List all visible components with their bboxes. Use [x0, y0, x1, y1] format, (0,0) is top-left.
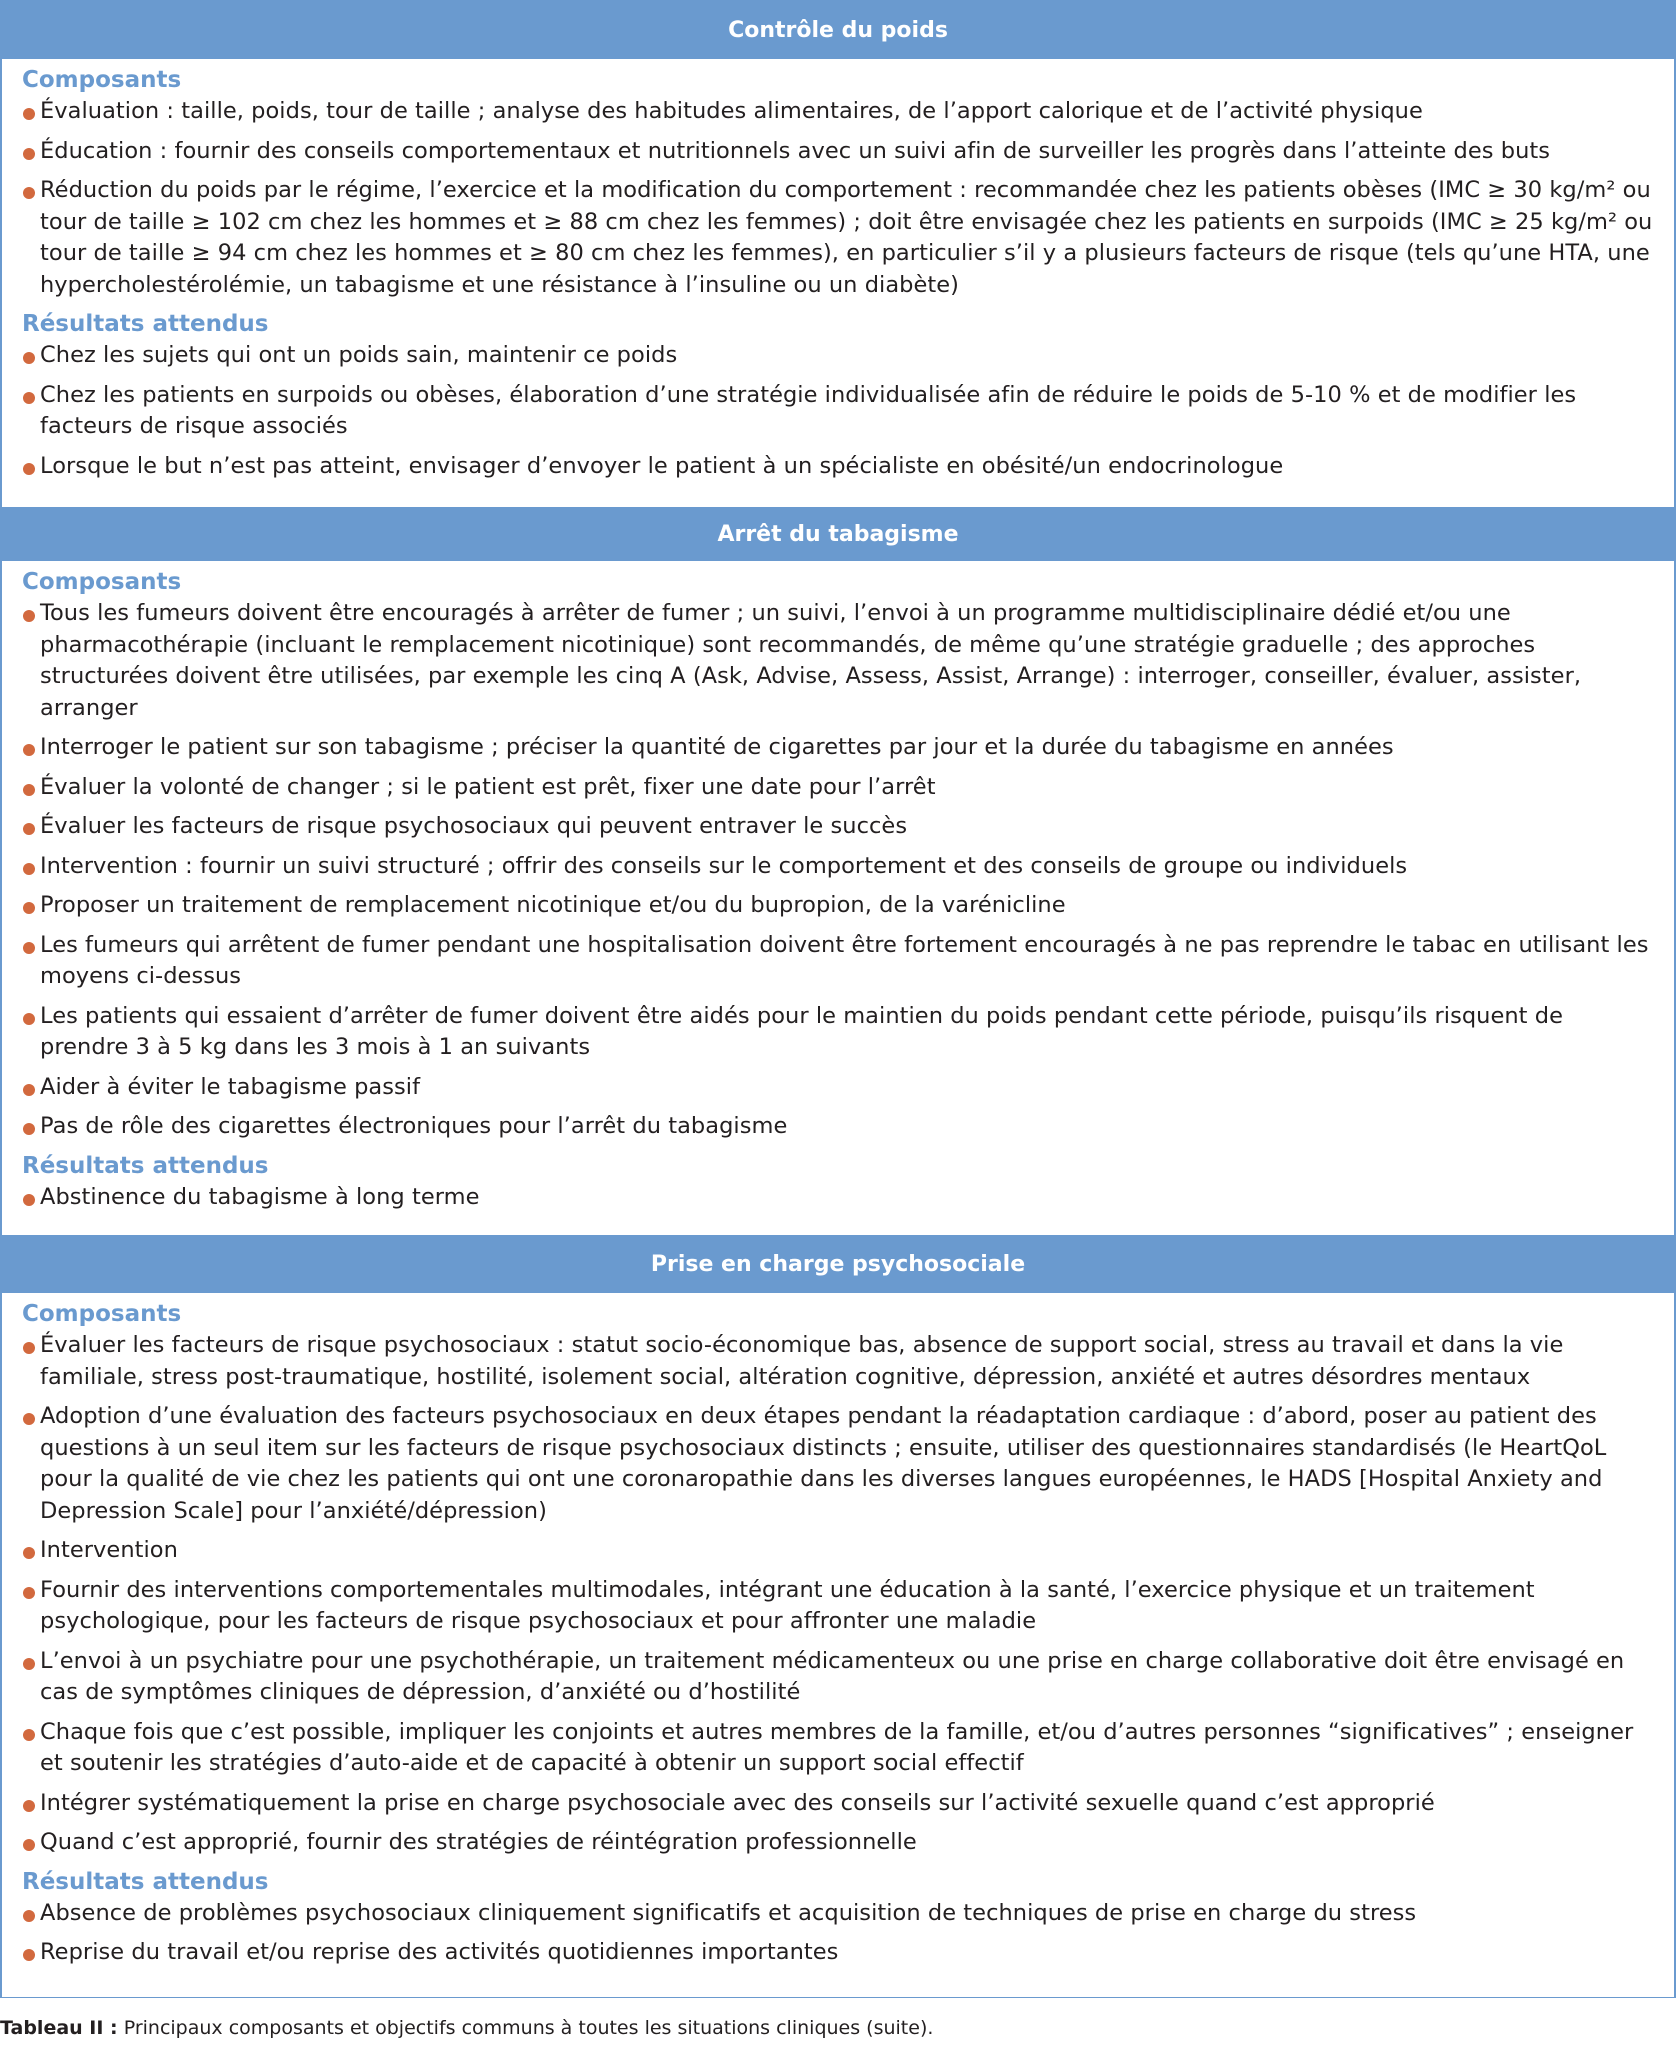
- results-heading: Résultats attendus: [22, 1152, 269, 1179]
- list-item: Évaluer les facteurs de risque psychosociaux qui peuvent entraver le succès: [22, 811, 1658, 843]
- section-weight-control: [1, 1, 1675, 507]
- section-header: Prise en charge psychosociale: [2, 1235, 1674, 1293]
- section-smoking-cessation: [1, 507, 1675, 1235]
- list-item: Évaluer les facteurs de risque psychosociaux : statut socio-économique bas, absence de support social, stress au travail et dans la vie familiale, stress post-traumatique, hostilité, isolement social, altération cognitive, dépression, anxiété et autres désordres mentaux: [22, 1330, 1658, 1393]
- list-item: Chez les sujets qui ont un poids sain, maintenir ce poids: [22, 340, 1658, 372]
- results-heading: Résultats attendus: [22, 1868, 269, 1895]
- components-heading: Composants: [22, 1301, 182, 1327]
- list-item: Les patients qui essaient d’arrêter de fumer doivent être aidés pour le maintien du poids pendant cette période, puisqu’ils risquent de prendre 3 à 5 kg dans les 3 mois à 1 an suivants: [22, 1001, 1658, 1064]
- list-item: Proposer un traitement de remplacement nicotinique et/ou du bupropion, de la varénicline: [22, 890, 1658, 922]
- list-item: Évaluation : taille, poids, tour de taille ; analyse des habitudes alimentaires, de l’apport calorique et de l’activité physique: [22, 96, 1658, 128]
- section-header: Arrêt du tabagisme: [2, 507, 1674, 561]
- section-body: [2, 1293, 1674, 1969]
- list-item: Réduction du poids par le régime, l’exercice et la modification du comportement : recommandée chez les patients obèses (IMC ≥ 30 kg/m² ou tour de taille ≥ 102 cm chez les hommes et ≥ 88 cm chez les femmes) ; doit être envisagée chez les patients en surpoids (IMC ≥ 25 kg/m² ou tour de taille ≥ 94 cm chez les hommes et ≥ 80 cm chez les femmes), en particulier s’il y a plusieurs facteurs de risque (tels qu’une HTA, une hypercholestérolémie, un tabagisme et une résistance à l’insuline ou un diabète): [22, 175, 1658, 301]
- components-heading: Composants: [22, 67, 182, 93]
- caption-label: Tableau II :: [0, 2017, 118, 2039]
- section-header: Contrôle du poids: [2, 1, 1674, 59]
- results-heading: Résultats attendus: [22, 311, 269, 337]
- caption-text: Principaux composants et objectifs communs à toutes les situations cliniques (suite).: [117, 2017, 934, 2039]
- components-heading: Composants: [22, 569, 182, 595]
- list-item: Abstinence du tabagisme à long terme: [22, 1182, 1658, 1214]
- list-item: Évaluer la volonté de changer ; si le patient est prêt, fixer une date pour l’arrêt: [22, 772, 1658, 804]
- list-item: Fournir des interventions comportementales multimodales, intégrant une éducation à la santé, l’exercice physique et un traitement psychologique, pour les facteurs de risque psychosociaux et pour affronter une maladie: [22, 1575, 1658, 1638]
- list-item: Adoption d’une évaluation des facteurs psychosociaux en deux étapes pendant la réadaptation cardiaque : d’abord, poser au patient des questions à un seul item sur les facteurs de risque psychosociaux distincts ; ensuite, utiliser des questionnaires standardisés (le HeartQoL pour la qualité de vie chez les patients qui ont une coronaropathie dans les diverses langues européennes, le HADS [Hospital Anxiety and Depression Scale] pour l’anxiété/dépression): [22, 1401, 1658, 1527]
- list-item: Tous les fumeurs doivent être encouragés à arrêter de fumer ; un suivi, l’envoi à un programme multidisciplinaire dédié et/ou une pharmacothérapie (incluant le remplacement nicotinique) sont recommandés, de même qu’une stratégie graduelle ; des approches structurées doivent être utilisées, par exemple les cinq A (Ask, Advise, Assess, Assist, Arrange) : interroger, conseiller, évaluer, assister, arranger: [22, 598, 1658, 724]
- list-item: Absence de problèmes psychosociaux cliniquement significatifs et acquisition de techniques de prise en charge du stress: [22, 1898, 1658, 1930]
- table-caption: [0, 2017, 933, 2039]
- list-item: Reprise du travail et/ou reprise des activités quotidiennes importantes: [22, 1937, 1658, 1969]
- list-item: Intervention : fournir un suivi structuré ; offrir des conseils sur le comportement et des conseils de groupe ou individuels: [22, 851, 1658, 883]
- list-item: Chaque fois que c’est possible, impliquer les conjoints et autres membres de la famille, et/ou d’autres personnes “significatives” ; enseigner et soutenir les stratégies d’auto-aide et de capacité à obtenir un support social effectif: [22, 1717, 1658, 1780]
- list-item: Chez les patients en surpoids ou obèses, élaboration d’une stratégie individualisée afin de réduire le poids de 5-10 % et de modifier les facteurs de risque associés: [22, 380, 1658, 443]
- section-body: [2, 561, 1674, 1213]
- list-item: L’envoi à un psychiatre pour une psychothérapie, un traitement médicamenteux ou une prise en charge collaborative doit être envisagé en cas de symptômes cliniques de dépression, d’anxiété ou d’hostilité: [22, 1646, 1658, 1709]
- list-item: Quand c’est approprié, fournir des stratégies de réintégration professionnelle: [22, 1827, 1658, 1859]
- list-item: Éducation : fournir des conseils comportementaux et nutritionnels avec un suivi afin de surveiller les progrès dans l’atteinte des buts: [22, 136, 1658, 168]
- list-item: Intégrer systématiquement la prise en charge psychosociale avec des conseils sur l’activité sexuelle quand c’est approprié: [22, 1788, 1658, 1820]
- section-body: [2, 59, 1674, 482]
- list-item: Interroger le patient sur son tabagisme ; préciser la quantité de cigarettes par jour et la durée du tabagisme en années: [22, 732, 1658, 764]
- list-item: Aider à éviter le tabagisme passif: [22, 1072, 1658, 1104]
- list-item: Les fumeurs qui arrêtent de fumer pendant une hospitalisation doivent être fortement encouragés à ne pas reprendre le tabac en utilisant les moyens ci-dessus: [22, 930, 1658, 993]
- list-item: Pas de rôle des cigarettes électroniques pour l’arrêt du tabagisme: [22, 1111, 1658, 1143]
- list-item: Intervention: [22, 1535, 1658, 1567]
- list-item: Lorsque le but n’est pas atteint, envisager d’envoyer le patient à un spécialiste en obésité/un endocrinologue: [22, 451, 1658, 483]
- section-psychosocial-management: [1, 1235, 1675, 1997]
